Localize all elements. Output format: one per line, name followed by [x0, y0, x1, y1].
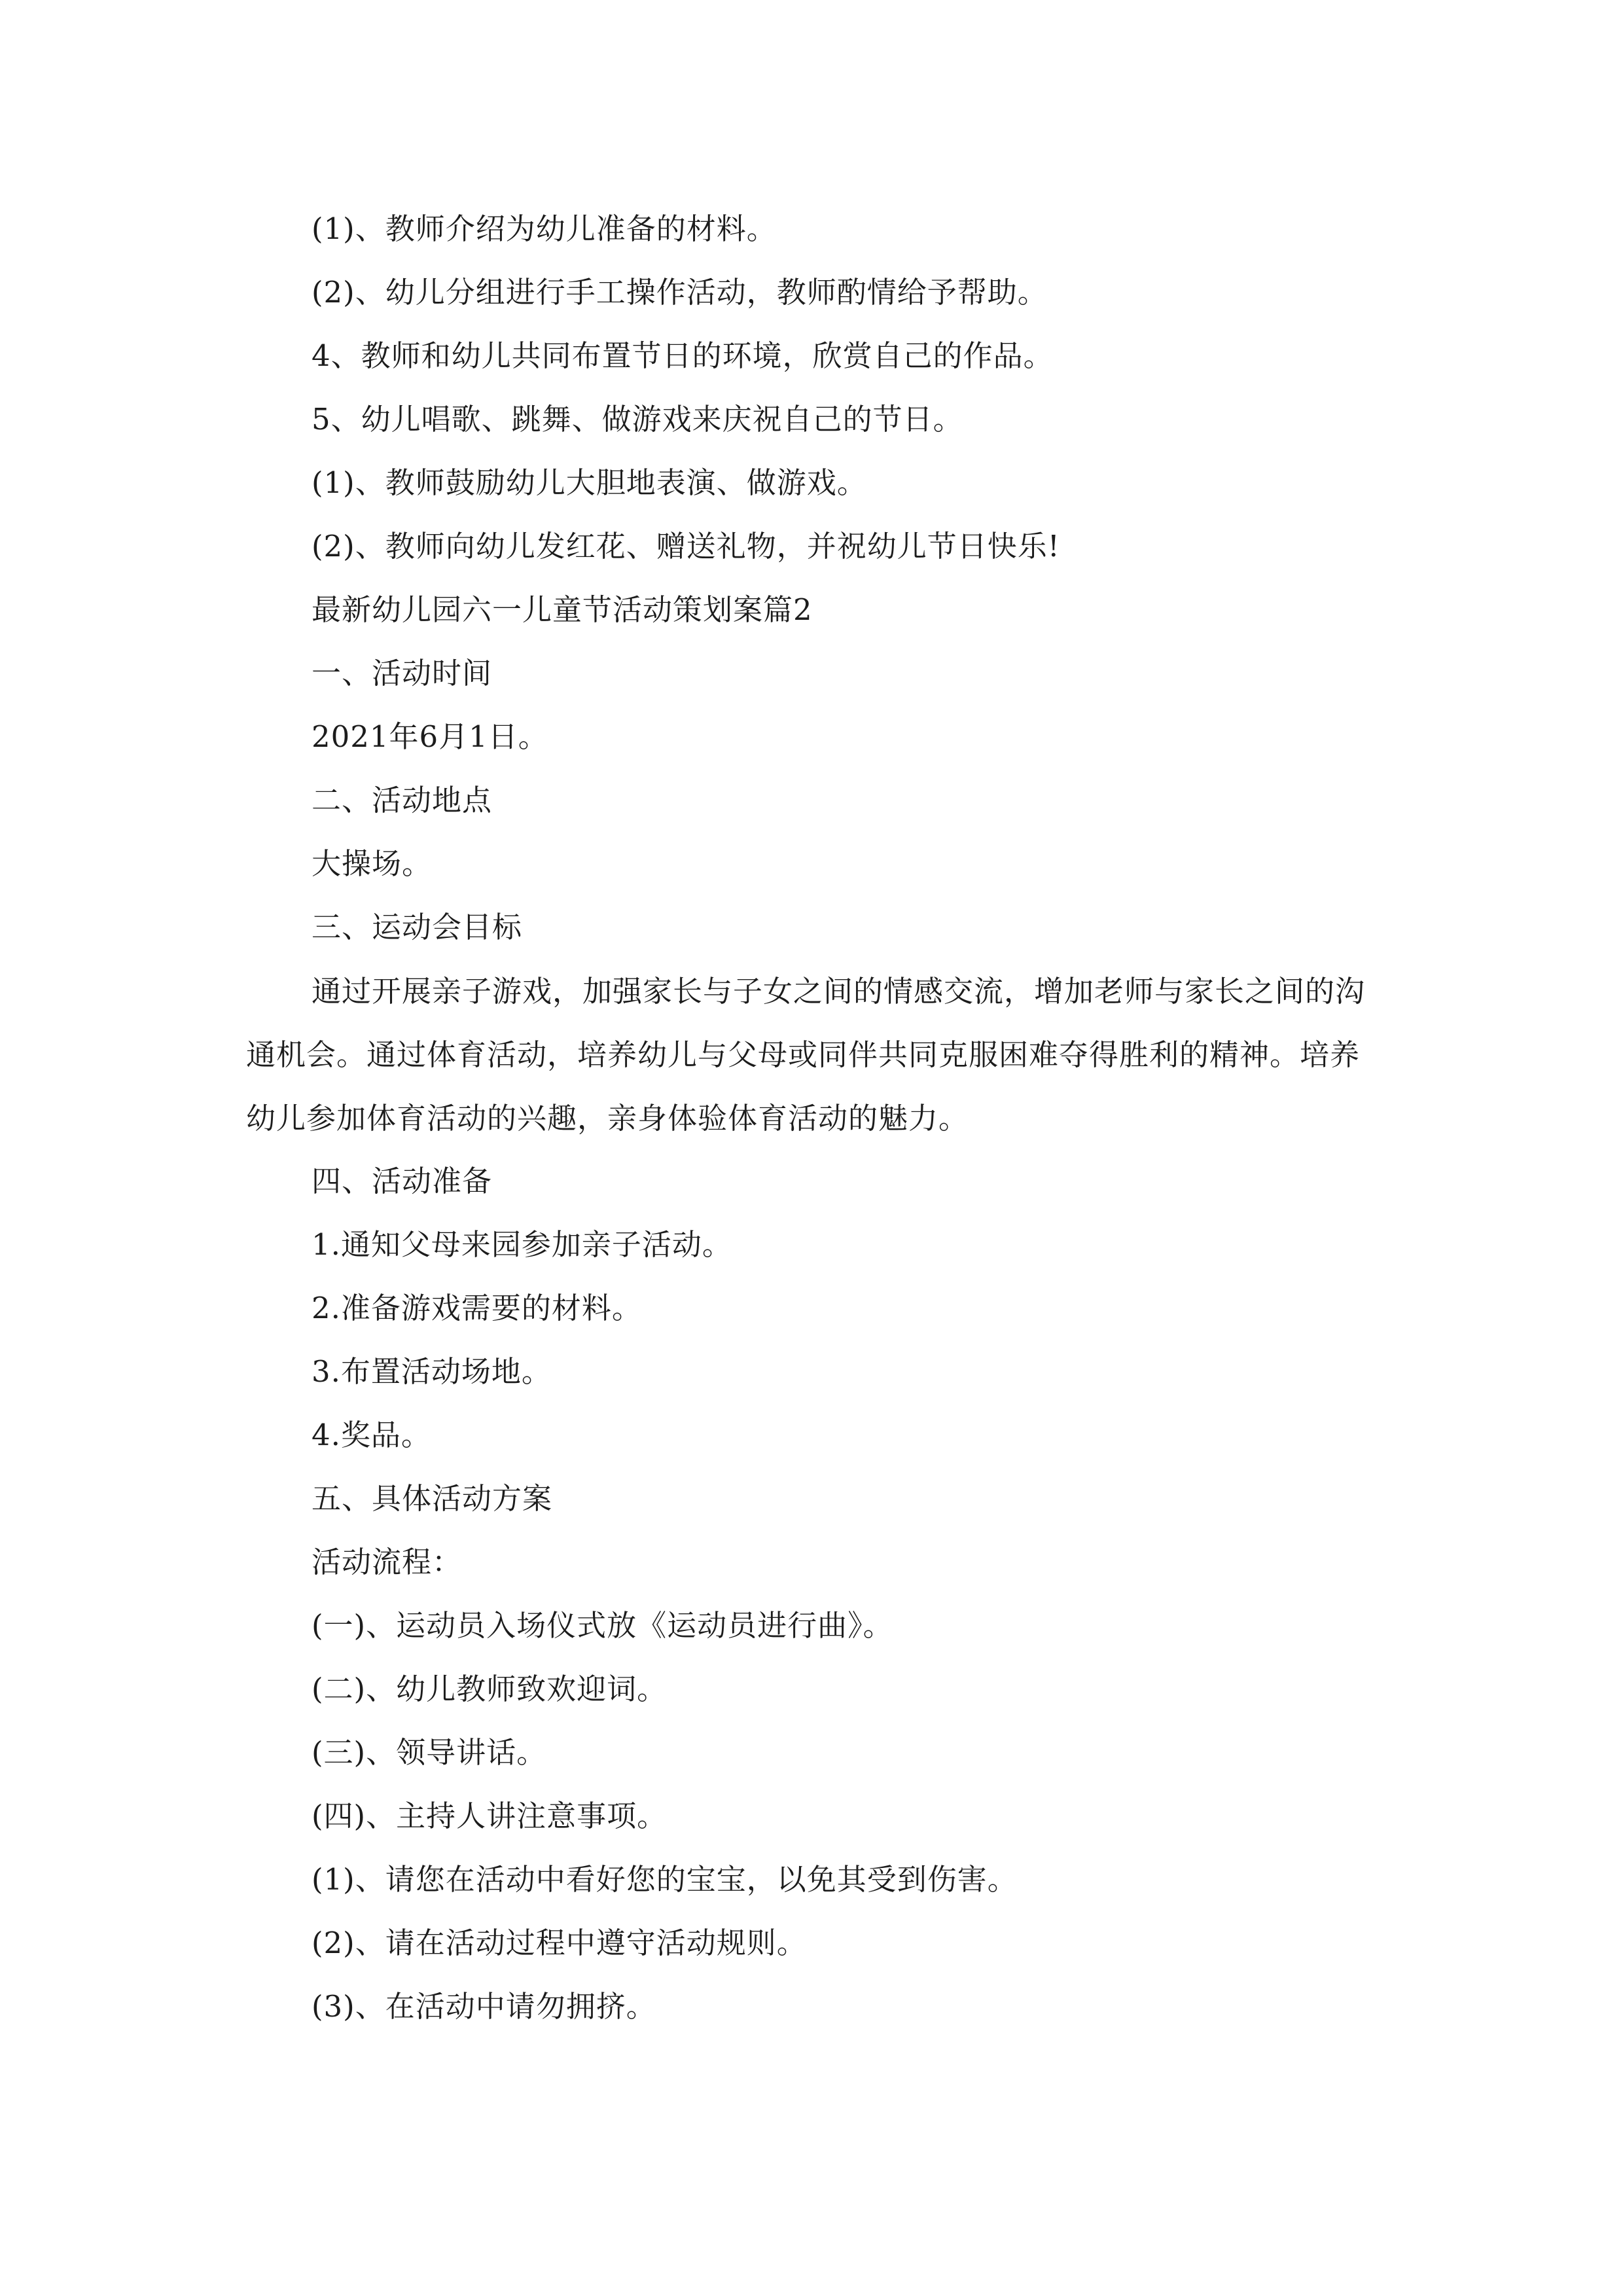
body-paragraph: 通过开展亲子游戏，加强家长与子女之间的情感交流，增加老师与家长之间的沟通机会。通过体育活动，培养幼儿与父母或同伴共同克服困难夺得胜利的精神。培养幼儿参加体育活动的兴趣，亲身体验体育活动的魅力。 — [246, 974, 1366, 1136]
text-line: 4、教师和幼儿共同布置节日的环境，欣赏自己的作品。 — [312, 338, 1054, 373]
text-line: (三)、领导讲话。 — [312, 1735, 547, 1770]
section-heading: 三、运动会目标 — [312, 910, 523, 944]
section-heading: 五、具体活动方案 — [312, 1481, 553, 1516]
section-title: 最新幼儿园六一儿童节活动策划案篇2 — [312, 592, 813, 627]
section-heading: 四、活动准备 — [312, 1164, 493, 1198]
text-line: (二)、幼儿教师致欢迎词。 — [312, 1672, 668, 1706]
text-line: (一)、运动员入场仪式放《运动员进行曲》。 — [312, 1608, 893, 1643]
text-line: 大操场。 — [312, 846, 433, 881]
text-line: (2)、请在活动过程中遵守活动规则。 — [312, 1926, 807, 1960]
text-line: (2)、幼儿分组进行手工操作活动，教师酌情给予帮助。 — [312, 275, 1048, 310]
text-line: 活动流程： — [312, 1545, 463, 1579]
text-line: (四)、主持人讲注意事项。 — [312, 1799, 668, 1833]
section-heading: 二、活动地点 — [312, 783, 493, 817]
text-line: (3)、在活动中请勿拥挤。 — [312, 1989, 656, 2024]
text-line: 4.奖品。 — [312, 1418, 431, 1452]
text-line: (1)、请您在活动中看好您的宝宝，以免其受到伤害。 — [312, 1862, 1018, 1897]
section-heading: 一、活动时间 — [312, 656, 493, 691]
text-line: (1)、教师介绍为幼儿准备的材料。 — [312, 211, 777, 246]
text-line: 3.布置活动场地。 — [312, 1354, 552, 1389]
text-line: (2)、教师向幼儿发红花、赠送礼物，并祝幼儿节日快乐! — [312, 529, 1060, 564]
text-line: 2.准备游戏需要的材料。 — [312, 1291, 642, 1325]
text-line: (1)、教师鼓励幼儿大胆地表演、做游戏。 — [312, 465, 867, 500]
text-line: 1.通知父母来园参加亲子活动。 — [312, 1227, 732, 1262]
text-line: 5、幼儿唱歌、跳舞、做游戏来庆祝自己的节日。 — [312, 402, 963, 437]
text-line: 2021年6月1日。 — [312, 719, 548, 754]
